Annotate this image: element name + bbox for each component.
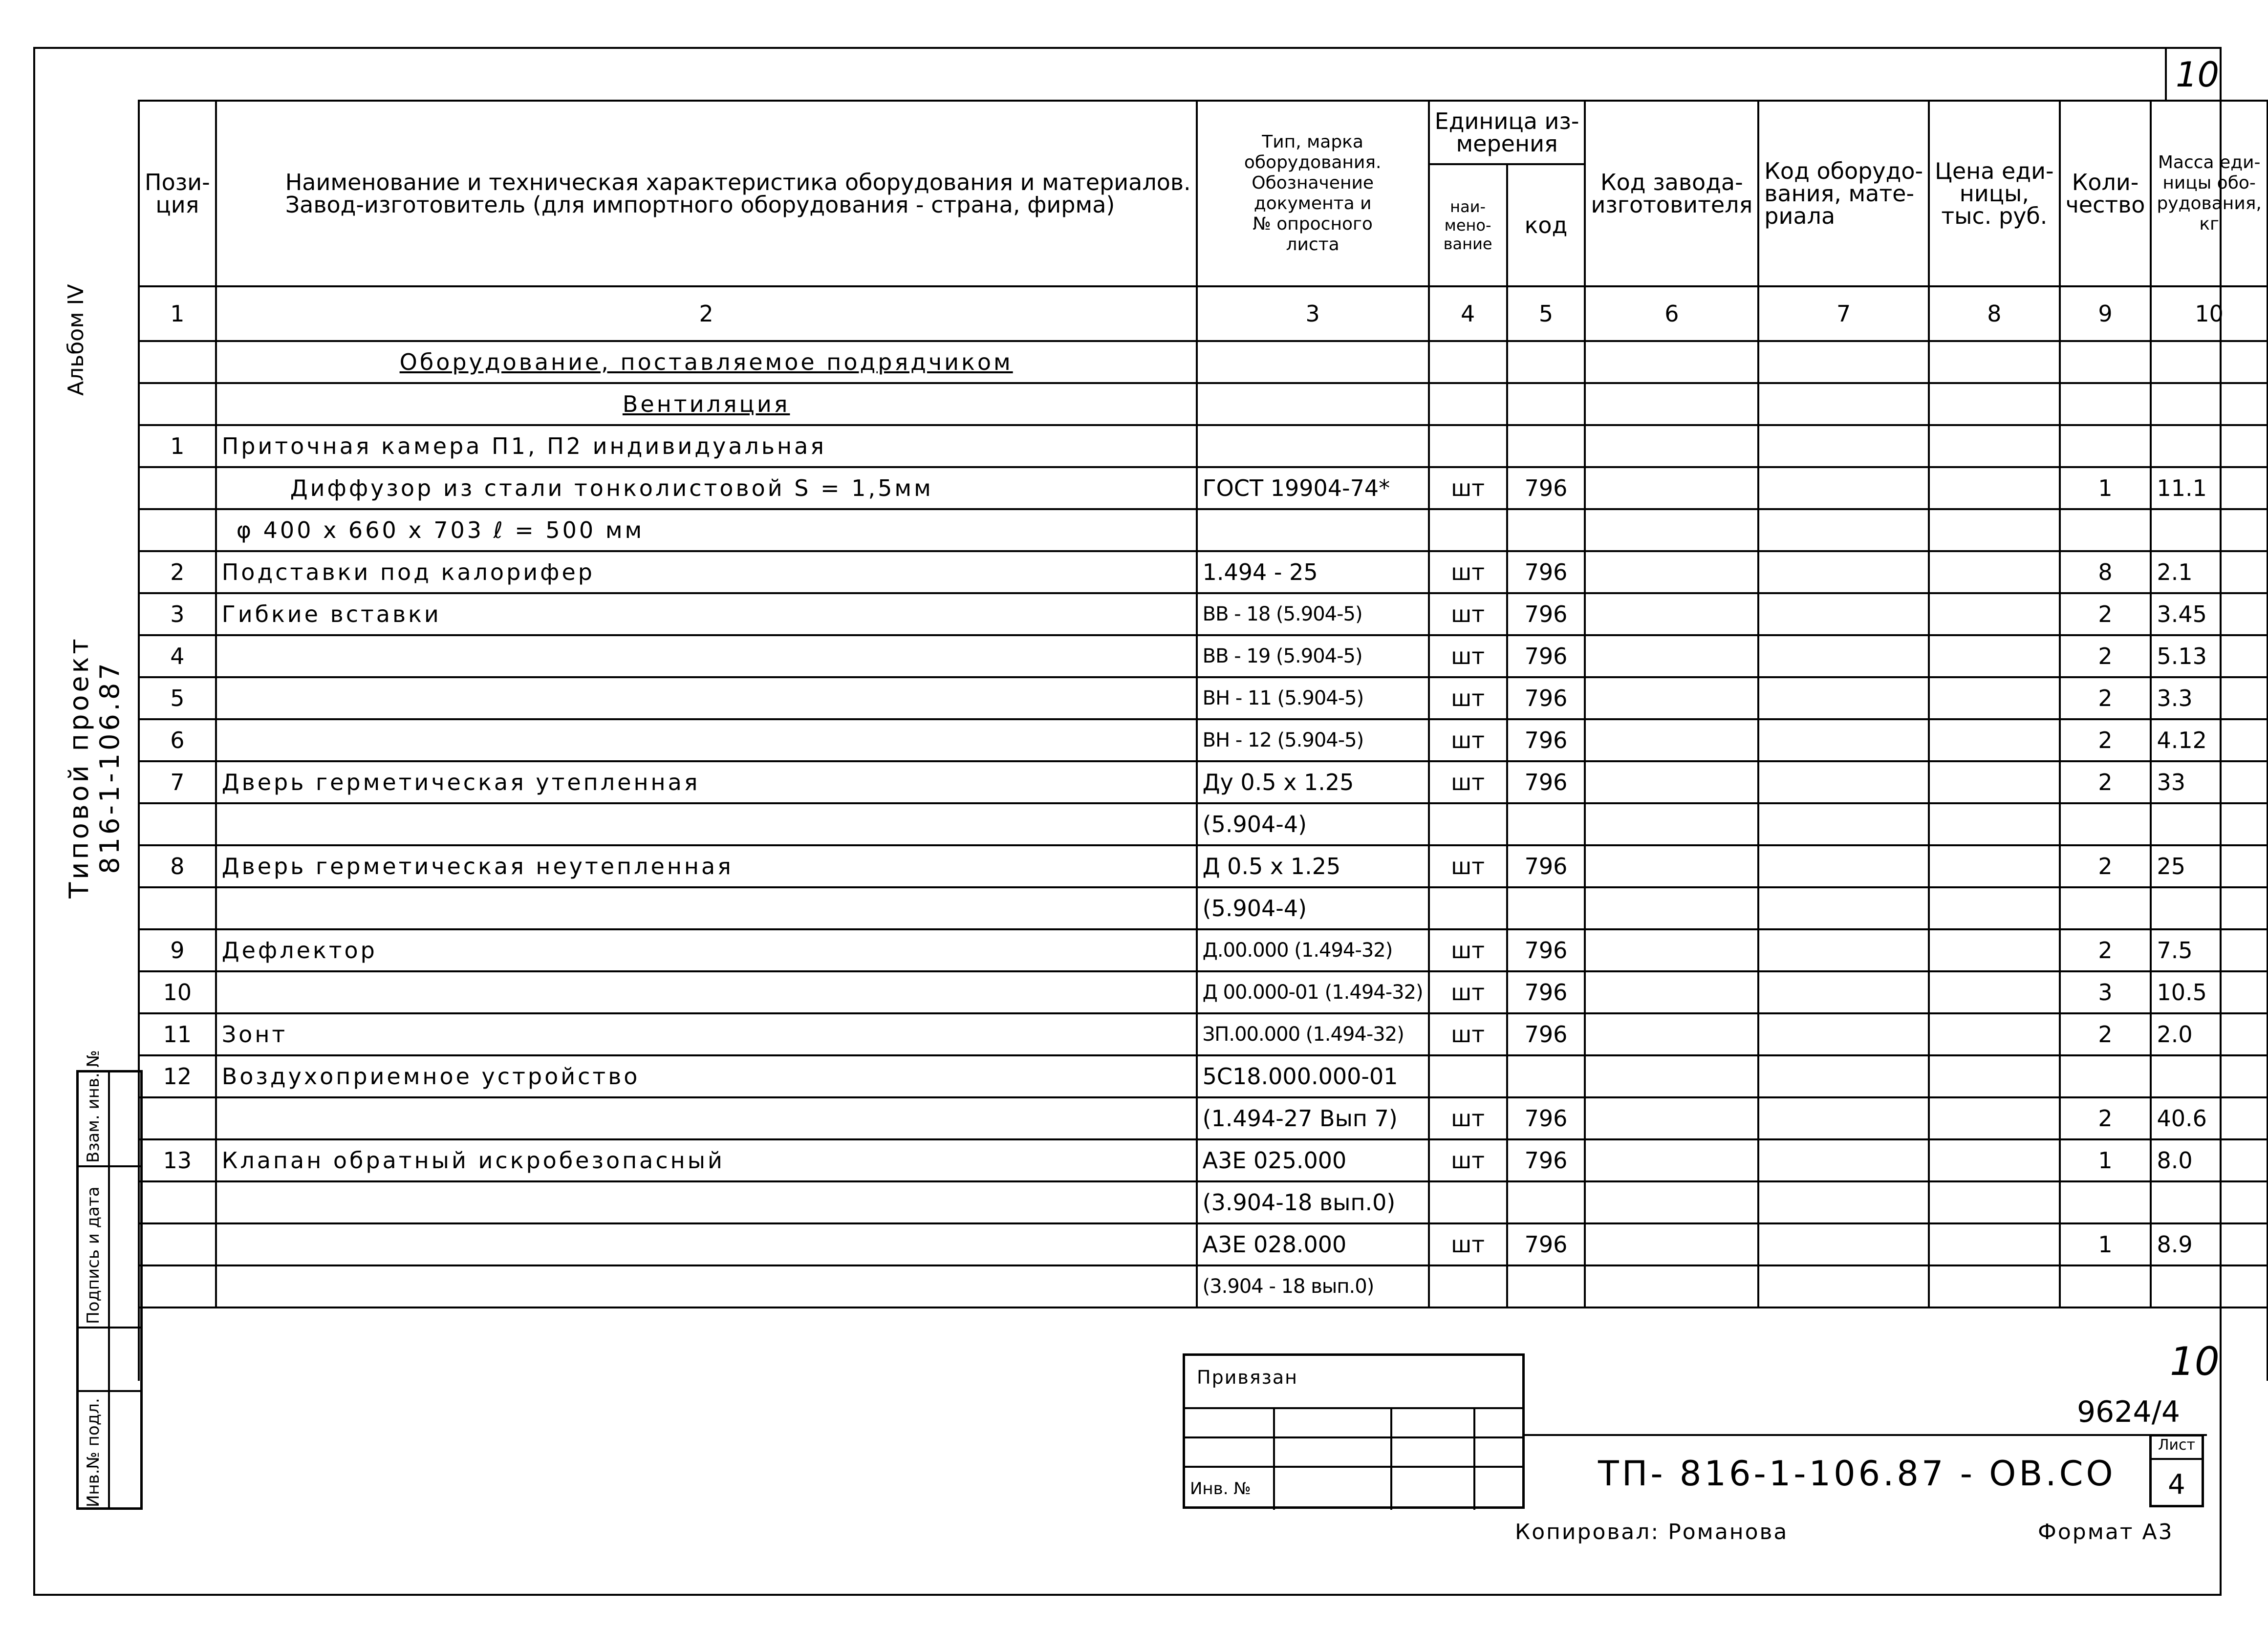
subsection-row: [139, 383, 2268, 425]
cell-type: 5С18.000.000-01: [1197, 1055, 1429, 1097]
cell-mass: [2151, 509, 2267, 551]
cell-empty: [1585, 887, 1758, 929]
cell-empty: [1929, 677, 2060, 719]
cell-unit: шт: [1429, 635, 1507, 677]
cell-name: [216, 1223, 1197, 1265]
cell-empty: [1758, 971, 1929, 1013]
cell-empty: [1758, 719, 1929, 761]
inventory-number: 9624/4: [2077, 1395, 2181, 1429]
cell-unit: шт: [1429, 1013, 1507, 1055]
cell-empty: [1758, 425, 1929, 467]
cell-code: [1507, 509, 1585, 551]
cell-code: 796: [1507, 719, 1585, 761]
cell-empty: [1585, 677, 1758, 719]
cell-pos: 2: [139, 551, 216, 593]
cell-unit: [1429, 803, 1507, 845]
bound-label: Привязан: [1197, 1367, 1298, 1388]
cell-mass: 33: [2151, 761, 2267, 803]
table-row: [139, 1097, 2268, 1139]
cell-pos: 1: [139, 425, 216, 467]
cell-code: 796: [1507, 929, 1585, 971]
cell-pos: [139, 1265, 216, 1307]
cell-pos: 7: [139, 761, 216, 803]
col-header: Тип, марка оборудования. Обозначение документа и № опросного листа: [1197, 101, 1429, 286]
cell-mass: [2151, 803, 2267, 845]
cell-mass: 3.45: [2151, 593, 2267, 635]
handwritten-page: 10: [2170, 1339, 2220, 1384]
cell-code: 796: [1507, 551, 1585, 593]
cell-qty: [2060, 887, 2151, 929]
cell-empty: [1929, 1013, 2060, 1055]
cell-name: [216, 803, 1197, 845]
cell-empty: [1929, 593, 2060, 635]
col-header: Цена еди- ницы, тыс. руб.: [1929, 101, 2060, 286]
table-row: [139, 1223, 2268, 1265]
cell-qty: 2: [2060, 1097, 2151, 1139]
stamp-sidebar: [76, 1050, 143, 1510]
table-row: [139, 1013, 2268, 1055]
stamp-label: Подпись и дата: [84, 1186, 103, 1324]
cell-empty: [1758, 467, 1929, 509]
cell-empty: [1585, 1181, 1758, 1223]
cell-empty: [1758, 635, 1929, 677]
cell-unit: шт: [1429, 1097, 1507, 1139]
cell-code: 796: [1507, 971, 1585, 1013]
cell-unit: шт: [1429, 761, 1507, 803]
cell-pos: 12: [139, 1055, 216, 1097]
cell-pos: [139, 1097, 216, 1139]
cell-type: [1197, 425, 1429, 467]
cell-mass: [2151, 425, 2267, 467]
table-row: [139, 887, 2268, 929]
col-number: 6: [1585, 286, 1758, 341]
col-number: 1: [139, 286, 216, 341]
cell-unit: [1429, 887, 1507, 929]
cell-empty: [1758, 509, 1929, 551]
col-header: Единица из- мерения: [1429, 101, 1585, 164]
cell-code: [1507, 1265, 1585, 1307]
cell-empty: [1585, 1097, 1758, 1139]
corner-divider: [2165, 47, 2167, 101]
cell-pos: [139, 803, 216, 845]
cell-empty: [1585, 971, 1758, 1013]
cell-empty: [1758, 845, 1929, 887]
sheet-number: 4: [2168, 1469, 2185, 1500]
inv-label: Инв. №: [1190, 1479, 1251, 1499]
cell-empty: [1585, 467, 1758, 509]
cell-pos: [139, 1223, 216, 1265]
cell-empty: [1929, 635, 2060, 677]
table-row: [139, 677, 2268, 719]
cell-pos: 10: [139, 971, 216, 1013]
cell-code: 796: [1507, 1223, 1585, 1265]
cell-qty: 2: [2060, 593, 2151, 635]
cell-mass: 2.0: [2151, 1013, 2267, 1055]
cell-empty: [1929, 971, 2060, 1013]
cell-empty: [1758, 761, 1929, 803]
table-row: [139, 803, 2268, 845]
cell-empty: [1929, 425, 2060, 467]
cell-mass: 40.6: [2151, 1097, 2267, 1139]
cell-name: φ 400 x 660 x 703 ℓ = 500 мм: [216, 509, 1197, 551]
table-row: [139, 593, 2268, 635]
cell-qty: 2: [2060, 761, 2151, 803]
cell-unit: шт: [1429, 593, 1507, 635]
cell-unit: шт: [1429, 929, 1507, 971]
cell-unit: шт: [1429, 551, 1507, 593]
cell-code: [1507, 1055, 1585, 1097]
table-row: [139, 1265, 2268, 1307]
cell-name: [216, 887, 1197, 929]
cell-empty: [1758, 1223, 1929, 1265]
stamp-label: Взам. инв. №: [84, 1050, 103, 1163]
cell-pos: [139, 1181, 216, 1223]
cell-code: 796: [1507, 635, 1585, 677]
cell-qty: 2: [2060, 1013, 2151, 1055]
cell-qty: 2: [2060, 635, 2151, 677]
cell-empty: [1585, 1223, 1758, 1265]
cell-pos: 11: [139, 1013, 216, 1055]
cell-empty: [1929, 719, 2060, 761]
cell-type: (3.904 - 18 вып.0): [1197, 1265, 1429, 1307]
cell-empty: [1929, 1055, 2060, 1097]
spec-rows: [139, 425, 2268, 1307]
cell-empty: [1758, 551, 1929, 593]
cell-empty: [1585, 761, 1758, 803]
cell-empty: [1585, 1265, 1758, 1307]
cell-pos: [139, 509, 216, 551]
cell-type: Д.00.000 (1.494-32): [1197, 929, 1429, 971]
table-row: [139, 719, 2268, 761]
cell-unit: шт: [1429, 1223, 1507, 1265]
table-row: [139, 929, 2268, 971]
cell-mass: 25: [2151, 845, 2267, 887]
cell-mass: 7.5: [2151, 929, 2267, 971]
cell-qty: 2: [2060, 929, 2151, 971]
bound-block: [1183, 1353, 1525, 1509]
cell-qty: 8: [2060, 551, 2151, 593]
cell-qty: 1: [2060, 467, 2151, 509]
cell-empty: [1758, 677, 1929, 719]
cell-empty: [1929, 1139, 2060, 1181]
table-row: [139, 1139, 2268, 1181]
cell-pos: 6: [139, 719, 216, 761]
cell-name: Зонт: [216, 1013, 1197, 1055]
cell-empty: [1929, 929, 2060, 971]
cell-qty: [2060, 509, 2151, 551]
cell-empty: [1585, 1139, 1758, 1181]
cell-unit: шт: [1429, 1139, 1507, 1181]
col-number: 3: [1197, 286, 1429, 341]
cell-type: (5.904-4): [1197, 887, 1429, 929]
cell-empty: [1929, 1223, 2060, 1265]
cell-name: [216, 1097, 1197, 1139]
format-label: Формат А3: [2038, 1520, 2174, 1544]
cell-pos: [139, 467, 216, 509]
col-header: Коли- чество: [2060, 101, 2151, 286]
col-header: наи- мено- вание: [1429, 164, 1507, 286]
cell-pos: [139, 887, 216, 929]
cell-empty: [1929, 509, 2060, 551]
cell-code: [1507, 803, 1585, 845]
cell-empty: [1929, 887, 2060, 929]
cell-empty: [1585, 635, 1758, 677]
table-row: [139, 509, 2268, 551]
cell-qty: 2: [2060, 677, 2151, 719]
cell-name: [216, 635, 1197, 677]
cell-empty: [1585, 929, 1758, 971]
cell-mass: 11.1: [2151, 467, 2267, 509]
cell-code: 796: [1507, 761, 1585, 803]
cell-pos: 13: [139, 1139, 216, 1181]
cell-empty: [1585, 719, 1758, 761]
cell-qty: [2060, 803, 2151, 845]
cell-qty: 1: [2060, 1139, 2151, 1181]
cell-qty: 3: [2060, 971, 2151, 1013]
cell-name: [216, 1265, 1197, 1307]
cell-code: [1507, 1181, 1585, 1223]
cell-empty: [1758, 803, 1929, 845]
cell-code: 796: [1507, 1013, 1585, 1055]
cell-mass: [2151, 1265, 2267, 1307]
cell-type: Ду 0.5 x 1.25: [1197, 761, 1429, 803]
table-row: [139, 845, 2268, 887]
col-number: 9: [2060, 286, 2151, 341]
cell-type: ВВ - 18 (5.904-5): [1197, 593, 1429, 635]
sheet-box: [2149, 1434, 2204, 1507]
cell-name: [216, 971, 1197, 1013]
cell-name: [216, 1181, 1197, 1223]
cell-code: 796: [1507, 845, 1585, 887]
col-header: Наименование и техническая характеристика оборудования и материалов. Завод-изготовитель (для импортного оборудования - страна, фирма): [216, 101, 1197, 286]
cell-mass: [2151, 1181, 2267, 1223]
cell-type: А3Е 025.000: [1197, 1139, 1429, 1181]
col-number: 10: [2151, 286, 2267, 341]
cell-unit: шт: [1429, 971, 1507, 1013]
cell-mass: 8.9: [2151, 1223, 2267, 1265]
subsection-title: Вентиляция: [216, 383, 1197, 425]
table-header: [139, 101, 2268, 164]
cell-mass: 8.0: [2151, 1139, 2267, 1181]
cell-empty: [1929, 467, 2060, 509]
spec-table: [138, 100, 2268, 1381]
cell-empty: [1585, 509, 1758, 551]
cell-unit: шт: [1429, 677, 1507, 719]
cell-code: [1507, 425, 1585, 467]
cell-qty: [2060, 425, 2151, 467]
table-row: [139, 635, 2268, 677]
cell-empty: [1929, 1097, 2060, 1139]
table-row: [139, 1055, 2268, 1097]
cell-empty: [1758, 1097, 1929, 1139]
cell-code: 796: [1507, 1139, 1585, 1181]
sheet-label: Лист: [2152, 1436, 2202, 1460]
cell-code: 796: [1507, 593, 1585, 635]
cell-unit: шт: [1429, 845, 1507, 887]
table-row: [139, 971, 2268, 1013]
cell-mass: 4.12: [2151, 719, 2267, 761]
cell-type: ВН - 11 (5.904-5): [1197, 677, 1429, 719]
corner-page-number: 10: [2176, 55, 2220, 95]
col-number: 2: [216, 286, 1197, 341]
cell-name: Дверь герметическая неутепленная: [216, 845, 1197, 887]
cell-qty: [2060, 1265, 2151, 1307]
cell-unit: [1429, 509, 1507, 551]
col-header: Код завода- изготовителя: [1585, 101, 1758, 286]
cell-empty: [1929, 803, 2060, 845]
album-label: Альбом IV: [64, 284, 88, 396]
cell-empty: [1929, 1265, 2060, 1307]
cell-unit: [1429, 1055, 1507, 1097]
stamp-label: Инв.№ подл.: [84, 1398, 103, 1507]
table-row: [139, 761, 2268, 803]
col-header: Пози- ция: [139, 101, 216, 286]
col-header: Код оборудо- вания, мате- риала: [1758, 101, 1929, 286]
cell-empty: [1929, 551, 2060, 593]
cell-qty: 2: [2060, 719, 2151, 761]
document-code: ТП- 816-1-106.87 - ОВ.СО: [1598, 1454, 2116, 1494]
cell-name: Приточная камера П1, П2 индивидуальная: [216, 425, 1197, 467]
cell-unit: [1429, 425, 1507, 467]
cell-empty: [1758, 1181, 1929, 1223]
cell-qty: 1: [2060, 1223, 2151, 1265]
cell-mass: 5.13: [2151, 635, 2267, 677]
cell-type: ЗП.00.000 (1.494-32): [1197, 1013, 1429, 1055]
cell-empty: [1585, 425, 1758, 467]
col-number: 8: [1929, 286, 2060, 341]
cell-name: Воздухоприемное устройство: [216, 1055, 1197, 1097]
cell-mass: 10.5: [2151, 971, 2267, 1013]
table-row: [139, 467, 2268, 509]
cell-empty: [1585, 1013, 1758, 1055]
cell-empty: [1758, 593, 1929, 635]
cell-empty: [1585, 1055, 1758, 1097]
cell-unit: [1429, 1265, 1507, 1307]
cell-empty: [1758, 887, 1929, 929]
cell-type: Д 0.5 x 1.25: [1197, 845, 1429, 887]
section-row: [139, 341, 2268, 383]
col-number: 5: [1507, 286, 1585, 341]
cell-mass: [2151, 887, 2267, 929]
cell-pos: 4: [139, 635, 216, 677]
cell-code: [1507, 887, 1585, 929]
cell-type: Д 00.000-01 (1.494-32): [1197, 971, 1429, 1013]
copied-by: Копировал: Романова: [1515, 1520, 1789, 1544]
cell-type: ВН - 12 (5.904-5): [1197, 719, 1429, 761]
cell-qty: [2060, 1181, 2151, 1223]
table-row: [139, 1181, 2268, 1223]
cell-type: ВВ - 19 (5.904-5): [1197, 635, 1429, 677]
cell-pos: 5: [139, 677, 216, 719]
cell-code: 796: [1507, 467, 1585, 509]
cell-empty: [1758, 1013, 1929, 1055]
cell-pos: 3: [139, 593, 216, 635]
cell-mass: [2151, 1055, 2267, 1097]
cell-empty: [1758, 1265, 1929, 1307]
cell-qty: [2060, 1055, 2151, 1097]
cell-name: [216, 719, 1197, 761]
cell-name: Гибкие вставки: [216, 593, 1197, 635]
cell-name: Подставки под калорифер: [216, 551, 1197, 593]
col-header: Масса еди- ницы обо- рудования, кг: [2151, 101, 2267, 286]
cell-empty: [1929, 761, 2060, 803]
project-label: Типовой проект 816-1-106.87: [64, 636, 125, 899]
cell-name: Дефлектор: [216, 929, 1197, 971]
cell-empty: [1758, 1055, 1929, 1097]
cell-empty: [1585, 803, 1758, 845]
cell-empty: [1929, 845, 2060, 887]
cell-type: (5.904-4): [1197, 803, 1429, 845]
cell-name: Дверь герметическая утепленная: [216, 761, 1197, 803]
column-numbers: [139, 286, 2268, 341]
col-header: код: [1507, 164, 1585, 286]
cell-type: [1197, 509, 1429, 551]
col-number: 7: [1758, 286, 1929, 341]
cell-unit: [1429, 1181, 1507, 1223]
cell-name: Клапан обратный искробезопасный: [216, 1139, 1197, 1181]
cell-name: [216, 677, 1197, 719]
cell-empty: [1929, 1181, 2060, 1223]
cell-pos: 8: [139, 845, 216, 887]
cell-empty: [1585, 551, 1758, 593]
table-row: [139, 551, 2268, 593]
cell-mass: 3.3: [2151, 677, 2267, 719]
cell-name: Диффузор из стали тонколистовой S = 1,5мм: [216, 467, 1197, 509]
col-number: 4: [1429, 286, 1507, 341]
cell-code: 796: [1507, 677, 1585, 719]
cell-unit: шт: [1429, 719, 1507, 761]
cell-empty: [1585, 593, 1758, 635]
cell-empty: [1758, 1139, 1929, 1181]
cell-pos: 9: [139, 929, 216, 971]
cell-mass: 2.1: [2151, 551, 2267, 593]
cell-unit: шт: [1429, 467, 1507, 509]
section-title: Оборудование, поставляемое подрядчиком: [216, 341, 1197, 383]
cell-type: (3.904-18 вып.0): [1197, 1181, 1429, 1223]
cell-empty: [1758, 929, 1929, 971]
cell-qty: 2: [2060, 845, 2151, 887]
cell-type: (1.494-27 Вып 7): [1197, 1097, 1429, 1139]
cell-type: 1.494 - 25: [1197, 551, 1429, 593]
cell-code: 796: [1507, 1097, 1585, 1139]
cell-type: ГОСТ 19904-74*: [1197, 467, 1429, 509]
cell-type: А3Е 028.000: [1197, 1223, 1429, 1265]
title-divider: [1525, 1434, 2207, 1436]
table-row: [139, 425, 2268, 467]
cell-empty: [1585, 845, 1758, 887]
